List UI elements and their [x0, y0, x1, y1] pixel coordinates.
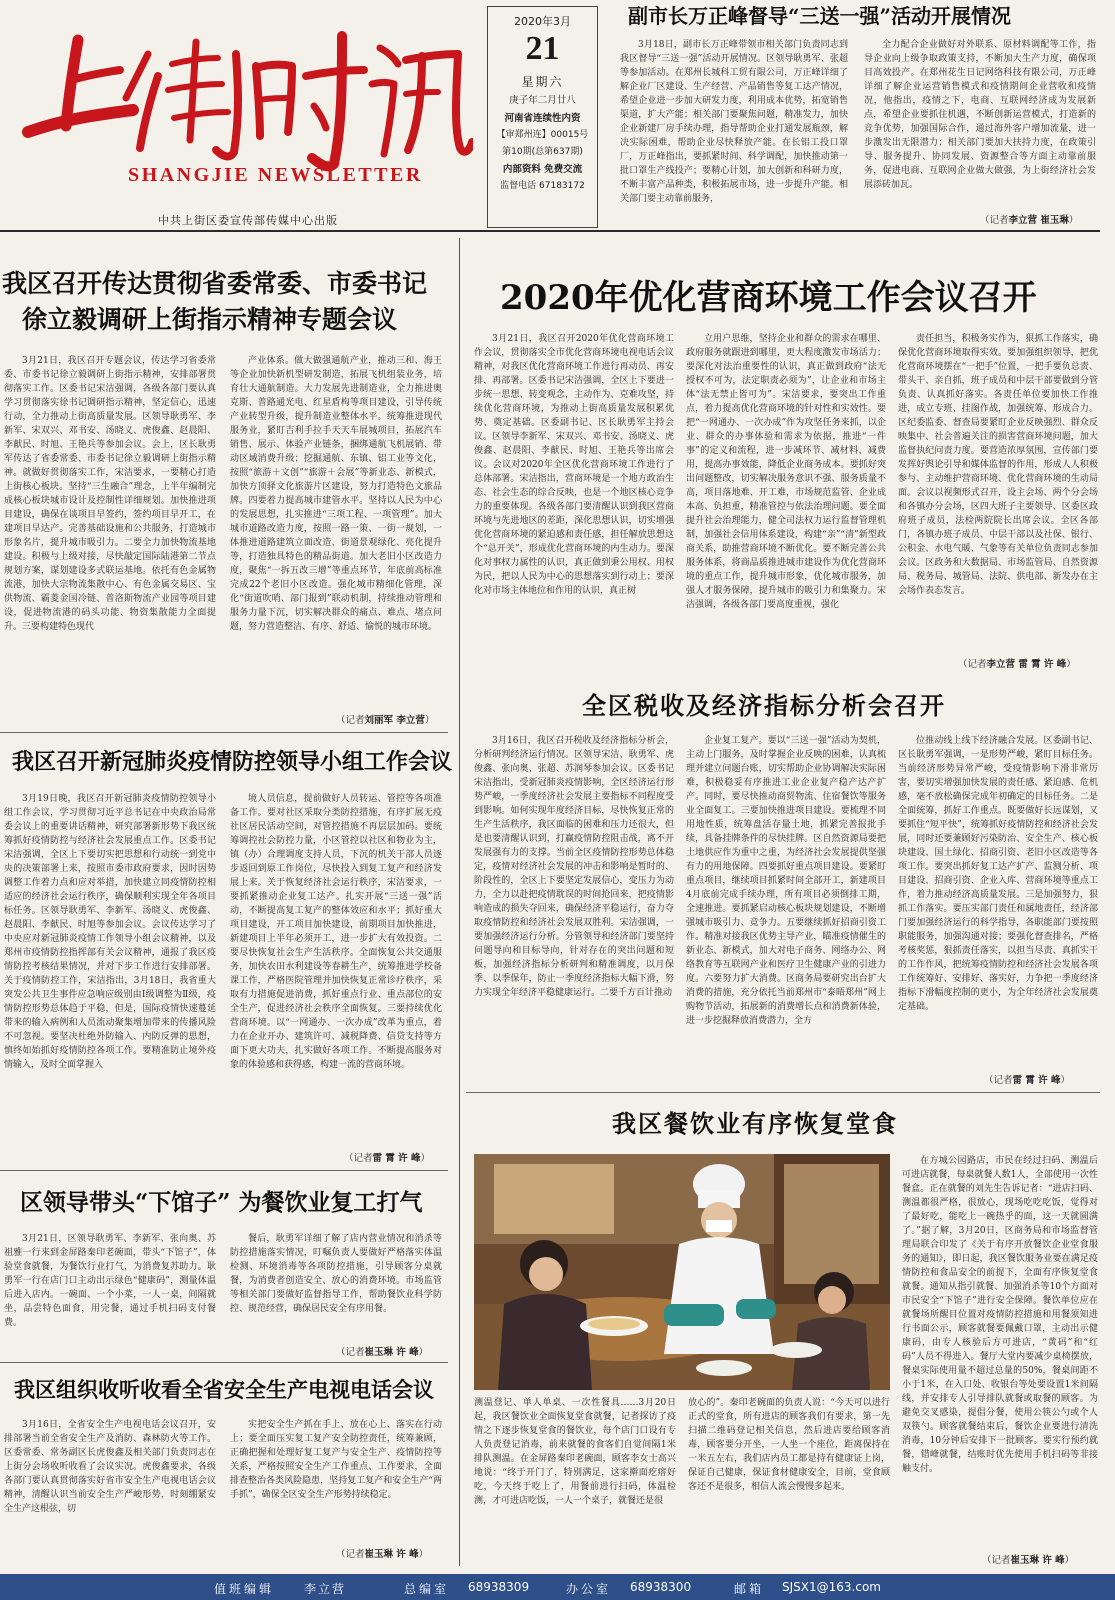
article-body-column: 境人员信息，提前做好人员转运、管控等各项准备工作。要对社区采取分类防控措施，有序扩展无疫社区居民活动空间，对管控措施不再层层加码。要统筹调控社会防控力量，小区管控以社区和物业为主，镇（办）合理调度支持人员，下沉的机关干部人员逐步返回到原工作岗位，尽快投入到复工复产和经济发展上来。关于恢复经济社会运行秩序，宋洁要求，一要抓紧推动企业复工达产。扎实开展“三送一强”活动，不断提高复工复产的整体效应和水平；抓好重大项目建设，开工项目加快建设，前期项目加快推进，新建项目上半年必须开工，进一步扩大有效投资。二要尽快恢复社会生产生活秩序。全面恢复公共交通服务，加快农田水利建设等春耕生产，统筹推进学校备课工作，严格医院管理并加快恢复正常诊疗秩序，采取有力措施促进消费，抓好重点行业、重点部位的安全生产，促进经济社会秩序全面恢复。三要持续优化营商环境。以“一网通办、一次办成”改革为重点，着力在企业开办、建筑许可、减税降费、信贷支持等方面下更大功夫，扎实做好各项工作。不断提高服务对象的体验感和获得感，构建一流的营商环境。 — [230, 794, 442, 1070]
article-byline: （记者刘丽军 李立营） — [336, 715, 435, 726]
article-headline-safety-conference: 我区组织收听收看全省安全生产电视电话会议 — [14, 1377, 434, 1402]
photo-caption-column: 测温登记、单人单桌、一次性餐具……3月20日起，我区餐饮业全面恢复堂食就餐，记者探访了疫情之下逐步恢复堂食的餐饮业，每个店门口设有专人负责登记消毒，前来就餐的食客们自觉间隔1米排队测温。在金屏路秦印老碗面，顾客李女士高兴地说：“终于开门了，特别满足，这家擀面疙瘩好吃，今天终于吃上了，用餐前进行扫码，体温检测，才可进店吃饭，一人一个桌子，就餐还是很 — [474, 1398, 676, 1506]
footer-chief-phone: 68938309 — [468, 1580, 530, 1594]
section-divider — [0, 1362, 448, 1363]
restaurant-photo — [474, 1154, 890, 1390]
article-body-column: 3月21日，我区召开2020年优化营商环境工作会议，贯彻落实全市优化营商环境电视电话会议精神，对我区优化营商环境工作进行再动员、再安排、再部署。区委书记宋洁强调，全区上下要进一步统一思想、转变观念，主动作为、克难攻坚，持续优化营商环境，为推动上街高质量发展积累优势、奠定基础。区委副书记、区长耿勇军主持会议。区领导李新军、宋双兴、邓书安、汤晓义、虎俊鑫、赵晨阳、李献民、时旭、王艳兵等出席会议。会议对2020年全区优化营商环境工作进行了总体部署。宋洁指出，营商环境是一个地方政治生态、社会生态的综合反映，也是一个地区核心竞争力的重要体现。各级各部门要清醒认识到我区营商环境与先进地区的差距，深化思想认识，切实增强优化营商环境的紧迫感和责任感，担任解放思想这个“总开关”，形成优化营商环境的内生动力。要深化对事权力属性的认识，真正做到秉公用权、用权为民，把以人民为中心的思想落实到行动上；要深化对市场主体地位和作用的认识，真正树 — [474, 334, 674, 596]
issue-year-month: 2020年3月 — [514, 15, 571, 28]
masthead-calligraphy-logo — [8, 14, 473, 174]
article-body-column: 3月21日，我区召开专题会议，传达学习省委常委、市委书记徐立毅调研上街指示精神，安排部署贯彻落实工作。区委书记宋洁强调，各级各部门要认真学习贯彻落实徐书记调研指示精神，坚定信心，迅速行动，全力推动上街高质量发展。区领导耿勇军、李新军、宋双兴、邓书安、汤晓义、虎俊鑫、赵晨阳、李献民、时旭、王艳兵等参加会议。会上，区长耿勇军传达了省委常委、市委书记徐立毅调研上街指示精神。就做好贯彻落实工作，宋洁要求，一要精心打造上街核心板块。坚持“三生融合”理念，上半年编制完成核心板块城市设计及控制性详细规划。加快推进项目建设，确保在谈项目早签约，签约项目早开工，在建项目早达产。完善基础设施和公共服务，打造城市形象名片，提升城市吸引力。二要全力加快物流基地建设。积极与上级对接，尽快敲定国际陆港第二节点规划方案，谋划建设多式联运基地。依托有色金属物流港，加快大宗物流集散中心、有色金属交易区、宝供物流、霸菱金国冷链、普洛斯物流产业园等项目建设，促进物流港的码头功能、物资集散能力全面提升。三要构建特色现代 — [4, 356, 216, 632]
article-byline: （记者崔玉琳 许 峰） — [336, 1549, 429, 1560]
publisher-line: 中共上街区委宣传部传媒中心出版 — [158, 214, 338, 227]
footer-bar — [0, 1574, 1115, 1600]
distribution-note: 内部资料 免费交流 — [502, 163, 583, 175]
article-body-column: 位推动线上线下经济融合发展。区委副书记、区长耿勇军强调，一是形势严峻，紧盯目标任务。当前经济形势异常严峻，受疫情影响下滑非常厉害，要切实增强加快发展的责任感、紧迫感、危机感，毫不放松确保完成年初确定的目标任务。二是全面统筹，抓好工作重点。既要做好长远谋划，又要抓住“短平快”，统筹抓好疫情防控和经济社会发展，同时还要兼顾好污染防治、安全生产、核心板块建设、国土绿化、招商引资、老旧小区改造等各项工作。要突出抓好复工达产扩产、监测分析、项目建设、招商引资、企业入库、营商环境等重点工作，着力推动经济高质量发展。三是加强努力，狠抓工作落实。要压实部门责任和属地责任，经济部门要加强经济运行的科学指导，各职能部门要按照职能服务，加强沟通对接；要强化督查排名，严格考核奖惩，狠抓责任落实，以担当尽责、真抓实干的工作作风，把统筹疫情防控和经济社会发展各项工作统筹好、安排好、落实好，力争把一季度经济指标下滑幅度控制的更小，为全年经济社会发展奠定基础。 — [898, 736, 1098, 1012]
footer-office-phone: 68938300 — [630, 1580, 692, 1594]
article-byline: （记者李立营 崔玉琳） — [980, 215, 1079, 226]
issue-weekday: 星期六 — [521, 74, 564, 89]
article-body-column: 责任担当，积极务实作为，狠抓工作落实，确保优化营商环境取得实效。要加强组织领导，把优化营商环境摆在“一把手”位置，一把手要负总责、带头干、亲自抓，班子成员和中层干部要做到分管负责、认真抓好落实。各责任单位要加快工作推进，成立专班、挂图作战，加强统筹、形成合力。区纪委监委、督查局要紧盯企业反映强烈、群众反映集中、社会普遍关注的损害营商环境问题，加大监督执纪问责力度。要营造浓厚氛围，宣传部门要发挥好舆论引导和媒体监督的作用，形成人人积极参与、主动维护营商环境、优化营商环境的生动局面。会议以视频形式召开，设主会场、两个分会场和各镇办分会场，区四大班子主要领导、区委区政府班子成员，法检两院院长出席会议。全区各部门，各镇办班子成员、中层干部以及社保、银行、公积金、水电气暖、气象等有关单位负责同志参加会议。区政务和大数据局、市场监管局、自然资源局、税务局、城管局、法院、供电部、新发办在主会场作表态发言。 — [898, 334, 1098, 596]
article-body-column: 3月16日，我区召开税收及经济指标分析会，分析研判经济运行情况。区领导宋洁、耿勇军、虎俊鑫、张向奥、张超、苏润琴参加会议。区委书记宋洁指出，受新冠肺炎疫情影响，全区经济运行形势严峻，一季度经济社会发展主要指标不同程度受到影响。如何实现年度经济目标，尽快恢复正常的生产生活秩序，我区面临的困难和压力还很大，但是也要清醒认识到，打赢疫情防控阻击战，离不开发展强有力的支撑。当前全区疫情防控形势总体稳定，疫情对经济社会发展的冲击和影响是暂时的、阶段性的，全区上下要坚定发展信心，变压力为动力，全力以赴把疫情耽误的时间抢回来，把疫情影响造成的损失夺回来，确保经济平稳运行，奋力夺取疫情防控和经济社会发展双胜利。宋洁强调，一要加强经济运行分析。分管领导和经济部门要坚持问题导向和目标导向，针对存在的突出问题和短板，加强经济指标分析研判和精准调度，以月保季、以季保年，防止一季度经济指标大幅下滑，努力实现全年经济平稳健康运行。二要千方百计推动 — [474, 736, 674, 998]
article-body-column: 3月18日，副市长万正峰带领市相关部门负责同志到我区督导“三送一强”活动开展情况。区领导耿勇军、张超等参加活动。在郑州长城科工贸有限公司，万正峰详细了解企业厂区建设、生产经营、产品销售等复工达产情况，希望企业进一步加大研发力度，利用成本优势，拓宽销售渠道，扩大产能；相关部门要聚焦问题，精准发力，加快企业新建厂房手续办理，指导帮助企业打通发展瓶颈，解决实际困难，帮助企业尽快释放产能。在长铝工投口罩厂，万正峰指出，要抓紧时间、科学调配，加快推动第一批口罩生产线投产；要精心计划，加大创新和科研力度，不断丰富产品种类，积极拓展市场，进一步提升产能。相关部门要主动靠前服务， — [620, 40, 848, 204]
article-body-column: 企业复工复产。要以“三送一强”活动为契机，主动上门服务，及时掌握企业反映的困难，认真梳理并建立问题台账，切实帮助企业协调解决实际困难，积极稳妥有序推进工业企业复产稳产达产扩产。同时，要尽快推动商贸物流、住宿餐饮等服务业全面复工。三要加快推进项目建设。要梳理不同用地性质，统筹盘活存量土地，抓紧完善报批手续，具备挂牌条件的尽快挂牌。区自然资源局要把土地供应作为重中之重，为经济社会发展提供坚强有力的用地保障。四要抓好重点项目建设。要紧盯重点项目，继续项目抓紧时间全部开工，新建项目4月底前完成手续办理，所有项目必须倒排工期，全速推进。要抓紧启动核心板块规划建设，不断增强城市吸引力、竞争力。五要继续抓好招商引资工作。精准对接我区优势主导产业，瞄准疫情催生的新业态、新模式，加大对电子商务、网络办公、网络教育等互联网产业和医疗卫生健康产业的引进力度。六要努力扩大消费。区商务局要研究出台扩大消费的措施，充分依托当前郑州市“泰晤郑州”网上购物节活动，拓展新的消费增长点和消费新体验，进一步挖掘释放消费潜力，全方 — [686, 736, 886, 1026]
article-body-column: 餐后，耿勇军详细了解了店内营业情况和消杀等防控措施落实情况，叮嘱负责人要做好严格落实体温检测、环境消毒等各项防控措施，引导顾客分桌就餐，为消费者创造安全、放心的消费环境。市场监管等相关部门要做好监督指导工作，帮助餐饮业科学防控、规范经营，确保居民安全有序用餐。 — [230, 1234, 442, 1314]
article-body-column: 全力配合企业做好对外联系、原材料调配等工作，指导企业向上级争取政策支持，不断加大生产力度，确保项目高效投产。在郑州花生日记网络科技有限公司，万正峰详细了解企业运营销售模式和疫情期间企业营收和疫情况，他指出，疫情之下，电商、互联网经济成为发展新点，希望企业要抓住机遇，不断创新运营模式，打造新的竞争优势，加强国际合作，通过海外客户增加流量，进一步激发出无限潜力；相关部门要加大扶持力度，在政策引导、服务提升、协同发展、资源整合等方面主动靠前服务，促进电商、互联网企业做大做强，为上街经济社会发展添砖加瓦。 — [864, 40, 1096, 190]
footer-email[interactable]: SJSX1@163.com — [782, 1580, 881, 1594]
article-headline-business-environment: 2020年优化营商环境工作会议召开 — [500, 278, 1037, 318]
article-headline-restaurants-reopen: 我区餐饮业有序恢复堂食 — [612, 1109, 898, 1138]
article-byline: （记者雷 霄 许 峰） — [984, 1075, 1070, 1086]
issue-lunar-date: 庚子年二月廿八 — [509, 95, 576, 107]
article-byline: （记者崔玉琳 许 峰） — [336, 1347, 429, 1358]
footer-chief-label: 总编室 — [404, 1582, 450, 1596]
article-headline-dining-out: 区领导带头“下馆子” 为餐饮业复工打气 — [20, 1189, 423, 1216]
article-body-column: 立用户思维，坚持企业和群众的需求在哪里、政府服务就跟进到哪里，更大程度激发市场活力；要深化对法治重要性的认识，真正做到政府“法无授权不可为，法定职责必须为”，让企业和市场主体“法无禁止皆可为”。宋洁要求，要突出工作重点，着力提高优化营商环境的针对性和实效性。要把“一网通办、一次办成”作为攻坚任务来抓，以企业、群众的办事体验和需求为依据，推进“一件事”的定义和流程，进一步减环节、减材料、减费用，提高办事效能，降低企业商务成本。要抓好突出问题整改，切实解决服务意识不强、服务质量不高，项目落地难、开工难，市场规范监管、企业成本高、负担重，精准管控与依法治理问题。要全面提升社会治理能力，健全司法权力运行监督管理机制，加强社会信用体系建设，构建“亲”“清”新型政商关系，助推营商环境不断优化。要不断完善公共服务体系，将商品质推进城市建设作为优化营商环境的重点工作，提升城市形象，优化城市服务，加强人才服务保障，提升城市的吸引力和集聚力。宋洁强调，各级各部门要高度重视，强化 — [686, 334, 886, 610]
issue-info-box — [487, 6, 598, 228]
article-body-column: 3月16日，全省安全生产电视电话会议召开，安排部署当前全省安全生产及消防、森林防火等工作。区委常委、常务副区长虎俊鑫及相关部门负责同志在上街分会场收听收看了会议实况。虎俊鑫要求，各级各部门要认真贯彻落实好省市安全生产电视电话会议精神，清醒认识当前安全生产严峻形势，时刻绷紧安全生产这根弦，切 — [4, 1420, 216, 1514]
license-line: 河南省连续性内资 — [504, 112, 581, 124]
issue-number: 第10期(总第637期) — [502, 146, 583, 157]
article-headline-epidemic-control: 我区召开新冠肺炎疫情防控领导小组工作会议 — [12, 749, 453, 775]
article-byline: （记者崔玉琳 许 峰） — [982, 1555, 1075, 1566]
article-byline: （记者李立营 雷 霄 许 峰） — [958, 659, 1076, 670]
footer-office-label: 办公室 — [566, 1582, 612, 1596]
footer-editor-label: 值班编辑 — [214, 1582, 275, 1596]
article-body-column: 3月21日，区领导耿勇军、李新军、张向奥、苏祖雅一行来到金屏路秦印老碗面，带头“下馆子”，体验堂食就餐，为餐饮行业打气，为消费复苏助力。耿勇军一行在店门口主动出示绿色“健康码”，测量体温后进入店内。一碗面、一个小菜，一人一桌，间隔就坐，品尝特色面食，用完餐，通过手机扫码支付餐费。 — [4, 1234, 216, 1328]
article-body-column: 实把安全生产抓在手上、放在心上、落实在行动上；要全面压实复工复产安全防控责任，统筹兼顾，正确把握和处理好复工复产与安全生产、疫情防控等关系，严格按照安全生产工作重点、工作要求，全面排查整治各类风险隐患，坚持复工复产和安全生产“两手抓”，确保全区安全生产形势持续稳定。 — [230, 1420, 442, 1500]
section-divider — [466, 1092, 1100, 1093]
article-body-column: 在方城公园路店，市民在经过扫码、测温后可进店就餐，每桌就餐人数1人，全部使用一次性餐盒。正在就餐的刘先生告诉记者：“进店扫码、测温都很严格，很放心，现场吃吃吃饭，觉得对了最好吃，能吃上一碗热乎的面，这一天就圆满了。”据了解，3月20日，区商务局和市场监督管理局联合印发了《关于有序开放餐饮企业堂食服务的通知》，即日起，我区餐饮服务业要在满足疫情防控和食品安全的前提下，全面有序恢复堂食就餐。通知从指引就餐、加强消杀等10个方面对市民安全“下馆子”进行安全保障。餐饮单位应在就餐场所醒目位置对疫情防控措施和用餐须知进行书面公示，顾客就餐要佩戴口罩，主动出示健康码，由专人核验后方可进店，“黄码”和“红码”人员不得进入。餐厅大堂内要减少桌椅摆放，餐桌实际使用量不超过总量的50%，餐桌间距不小于1米，在入口处、收银台等处要设置1米间隔线，并安排专人引导排队就餐或取餐的顾客。为避免交叉感染，提倡分餐，使用公筷公勺或个人双筷勺。顾客就餐结束后，餐饮企业要进行清洗消毒，10分钟后安排下一批顾客。要实行预约就餐，错峰就餐，结账时优先使用手机扫码等非接触支付。 — [902, 1156, 1098, 1474]
footer-editor: 李立营 — [304, 1582, 347, 1596]
article-body-column: 产业体系。做大做强通航产业，推动三和、海王等企业加快新机型研发制造，拓展飞机组装业务，培育壮大通航制造。大力发展先进制造业，全力推进奥克斯、普路通光电、红星盾构等项目建设，引导传统产业转型升级，提升制造业整体水平。统筹推进现代服务业，紧盯吉利手拉手天天车展城项目，拓展汽车销售、展示、体验产业链条，捆绑通航飞机展销、带动区域消费升级；挖掘通航、东镇、铝工业等文化，按照“旅游＋文创”“旅游＋会展”等新业态、新模式，加快方顶驿文化旅游片区建设，努力打造特色文旅品牌。四要着力提高城市建管水平。坚持以人民为中心的发展思想，扎实推进“三项工程、一项管理”。加大城市道路改造力度，按照一路一策、一街一规划，一体推进道路建筑立面改造、街道景观绿化、亮化提升等，打造独具特色的精品街道。加大老旧小区改造力度，聚焦“一拆五改三增”等重点环节，年底前高标准完成22个老旧小区改造。强化城市精细化管理，深化“街道吹哨、部门报到”联动机制，持续推动管理和服务力量下沉，切实解决群众的痛点、难点、堵点问题，努力营造整洁、有序、舒适、愉悦的城市环境。 — [230, 356, 442, 632]
hotline: 监督电话 67183172 — [500, 181, 585, 192]
masthead-english-title: SHANGJIE NEWSLETTER — [128, 164, 423, 186]
license-number: 【审郑州连】00015号 — [496, 130, 589, 141]
article-body-column: 放心的”。秦印老碗面的负责人说：“今天可以进行正式的堂食，所有进店的顾客我们有要求，第一先扫描二维码登记相关信息，然后进店要给顾客消毒，顾客要分开坐，一人坐一个座位，距离保持在一米五左右，我们店内员工都是持有健康证上岗，保证自己健康，保证食材健康安全，目前，堂食顾客还不是很多，相信人流会慢慢多起来。 — [688, 1398, 890, 1492]
column-divider — [459, 238, 460, 1566]
article-headline-tax-analysis: 全区税收及经济指标分析会召开 — [582, 691, 946, 720]
issue-day: 21 — [525, 30, 560, 68]
article-headline-special-meeting: 我区召开传达贯彻省委常委、市委书记 — [2, 269, 428, 298]
article-headline-vice-mayor: 副市长万正峰督导“三送一强”活动开展情况 — [628, 4, 1012, 28]
article-body-column: 3月19日晚，我区召开新冠肺炎疫情防控领导小组工作会议，学习贯彻习近平总书记在中央政治局常委会议上的重要讲话精神，研究部署新形势下我区统筹抓好疫情防控与经济社会发展重点工作。区委书记宋洁强调，全区上下要切实把思想和行动统一到党中央的决策部署上来，按照市委市政府要求，因时因势调整工作着力点和应对举措，加快建立同疫情防控相适应的经济社会运行秩序，确保顺利实现全年各项目标任务。区领导耿勇军、李新军、汤晓义、虎俊鑫、赵晨阳、李献民、时旭等参加会议。会议传达学习了中央应对新冠肺炎疫情工作领导小组会议精神，以及郑州市疫情防控指挥部有关会议精神，通报了我区疫情防控考核结果情况，并对下步工作进行安排部署。关于疫情防控工作，宋洁指出，3月18日，我省重大突发公共卫生事件应急响应级别由Ⅰ级调整为Ⅱ级，疫情防控形势总体趋于平稳，但是，国际疫情快速蔓延带来的输入病例和人员流动聚集增加带来的传播风险不可忽视。要坚决杜绝外防输入、内防反弹的思想，慎终如始抓好疫情防控各项工作。要精准防止境外疫情输入，及时全面掌握入 — [4, 794, 216, 1070]
article-byline: （记者雷 霄 许 峰） — [344, 1153, 430, 1164]
section-divider — [0, 1170, 448, 1171]
footer-email-label: 邮箱 — [734, 1582, 765, 1596]
section-divider — [0, 732, 448, 733]
article-headline-special-meeting-line2: 徐立毅调研上街指示精神专题会议 — [22, 305, 398, 334]
masthead-divider — [0, 230, 1100, 232]
